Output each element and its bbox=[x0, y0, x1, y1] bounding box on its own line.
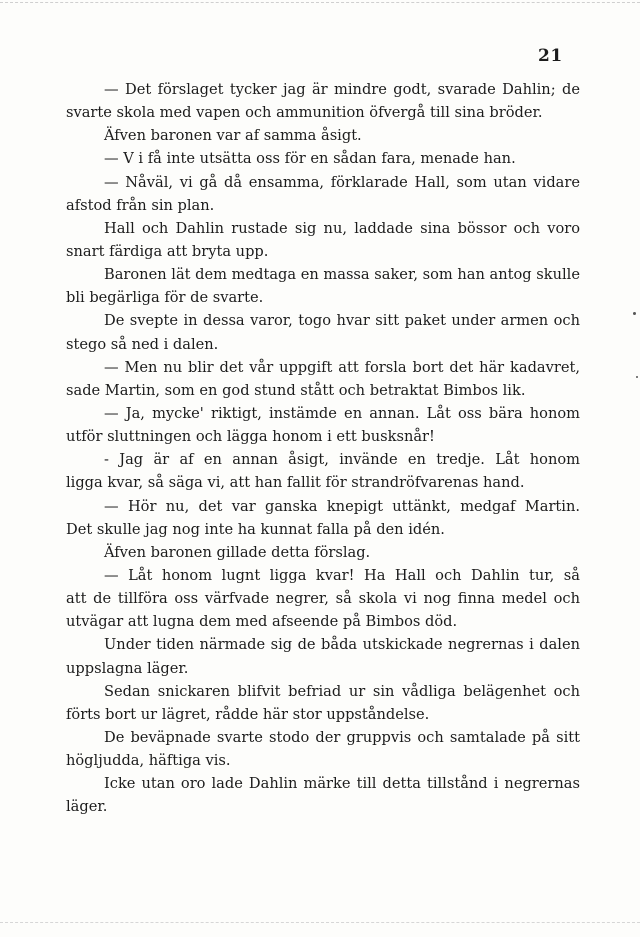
text-line-content: att de tillföra oss värfvade negrer, så skola vi nog finna medel och bbox=[66, 590, 580, 608]
text-line-content: Under tiden närmade sig de båda utskickade negrernas i dalen bbox=[104, 636, 580, 654]
text-line bbox=[66, 217, 580, 240]
scan-edge-top bbox=[0, 2, 640, 3]
text-line-content: Hall och Dahlin rustade sig nu, laddade sina bössor och voro bbox=[104, 219, 580, 237]
text-line bbox=[66, 587, 580, 610]
text-line bbox=[66, 286, 580, 309]
text-line-content: — Men nu blir det vår uppgift att forsla bort det här kadavret, bbox=[104, 358, 580, 376]
text-line bbox=[66, 518, 580, 541]
text-line-content: — Ja, mycke' riktigt, instämde en annan. Låt oss bära honom bbox=[104, 404, 580, 422]
text-line bbox=[66, 726, 580, 749]
text-line bbox=[66, 78, 580, 101]
text-line bbox=[66, 240, 580, 263]
text-line bbox=[66, 680, 580, 703]
text-line bbox=[66, 171, 580, 194]
text-line-content: Äfven baronen gillade detta förslag. bbox=[104, 543, 371, 561]
text-line-content: utför sluttningen och lägga honom i ett busksnår! bbox=[66, 428, 435, 446]
text-line bbox=[66, 379, 580, 402]
text-line bbox=[66, 402, 580, 425]
text-line bbox=[66, 448, 580, 471]
text-line-content: afstod från sin plan. bbox=[66, 196, 215, 214]
text-line bbox=[66, 263, 580, 286]
text-line-content: stego så ned i dalen. bbox=[66, 335, 219, 353]
text-line-content: - Jag är af en annan åsigt, invände en tredje. Låt honom bbox=[104, 451, 580, 469]
text-line bbox=[66, 610, 580, 633]
text-line-content: — Låt honom lugnt ligga kvar! Ha Hall och Dahlin tur, så bbox=[104, 566, 580, 584]
text-line bbox=[66, 657, 580, 680]
text-line-content: De svepte in dessa varor, togo hvar sitt paket under armen och bbox=[104, 312, 580, 330]
text-line bbox=[66, 471, 580, 494]
text-line bbox=[66, 772, 580, 795]
text-line-content: snart färdiga att bryta upp. bbox=[66, 242, 269, 260]
text-line-content: svarte skola med vapen och ammunition öfvergå till sina bröder. bbox=[66, 104, 543, 122]
text-line-content: — Det förslaget tycker jag är mindre godt, svarade Dahlin; de bbox=[104, 81, 580, 98]
text-line-content: Det skulle jag nog inte ha kunnat falla på den idén. bbox=[66, 520, 445, 538]
text-line-content: bli begärliga för de svarte. bbox=[66, 289, 264, 307]
text-line bbox=[66, 333, 580, 356]
text-line bbox=[66, 194, 580, 217]
text-line-content: — Nåväl, vi gå då ensamma, förklarade Hall, som utan vidare bbox=[104, 173, 580, 191]
text-line-content: uppslagna läger. bbox=[66, 659, 189, 677]
text-line-content: — V i få inte utsätta oss för en sådan fara, menade han. bbox=[104, 150, 516, 168]
body-text bbox=[66, 78, 580, 819]
text-line-content: De beväpnade svarte stodo der gruppvis och samtalade på sitt bbox=[104, 728, 580, 746]
text-line bbox=[66, 541, 580, 564]
page-number: 21 bbox=[538, 46, 563, 66]
text-line bbox=[66, 309, 580, 332]
scan-speck bbox=[633, 312, 636, 315]
text-line bbox=[66, 147, 580, 170]
scan-speck bbox=[636, 376, 638, 378]
text-line-content: Sedan snickaren blifvit befriad ur sin vådliga belägenhet och bbox=[104, 682, 580, 700]
text-line-content: högljudda, häftiga vis. bbox=[66, 752, 231, 770]
text-line-content: Baronen lät dem medtaga en massa saker, som han antog skulle bbox=[104, 266, 580, 284]
text-line-content: ligga kvar, så säga vi, att han fallit för strandröfvarenas hand. bbox=[66, 474, 525, 492]
text-line bbox=[66, 564, 580, 587]
text-line-content: sade Martin, som en god stund stått och betraktat Bimbos lik. bbox=[66, 381, 526, 399]
text-line bbox=[66, 495, 580, 518]
text-line-content: läger. bbox=[66, 798, 108, 816]
text-line bbox=[66, 749, 580, 772]
text-line bbox=[66, 124, 580, 147]
text-line-content: Icke utan oro lade Dahlin märke till detta tillstånd i negrernas bbox=[104, 775, 580, 793]
text-line bbox=[66, 101, 580, 124]
text-line bbox=[66, 795, 580, 818]
text-line-content: — Hör nu, det var ganska knepigt uttänkt, medgaf Martin. bbox=[104, 497, 580, 515]
text-line bbox=[66, 633, 580, 656]
scan-edge-bottom bbox=[0, 922, 640, 923]
text-line bbox=[66, 703, 580, 726]
text-line bbox=[66, 356, 580, 379]
text-line-content: Äfven baronen var af samma åsigt. bbox=[104, 127, 362, 145]
text-line bbox=[66, 425, 580, 448]
text-line-content: förts bort ur lägret, rådde här stor uppståndelse. bbox=[66, 705, 430, 723]
text-line-content: utvägar att lugna dem med afseende på Bimbos död. bbox=[66, 613, 458, 631]
